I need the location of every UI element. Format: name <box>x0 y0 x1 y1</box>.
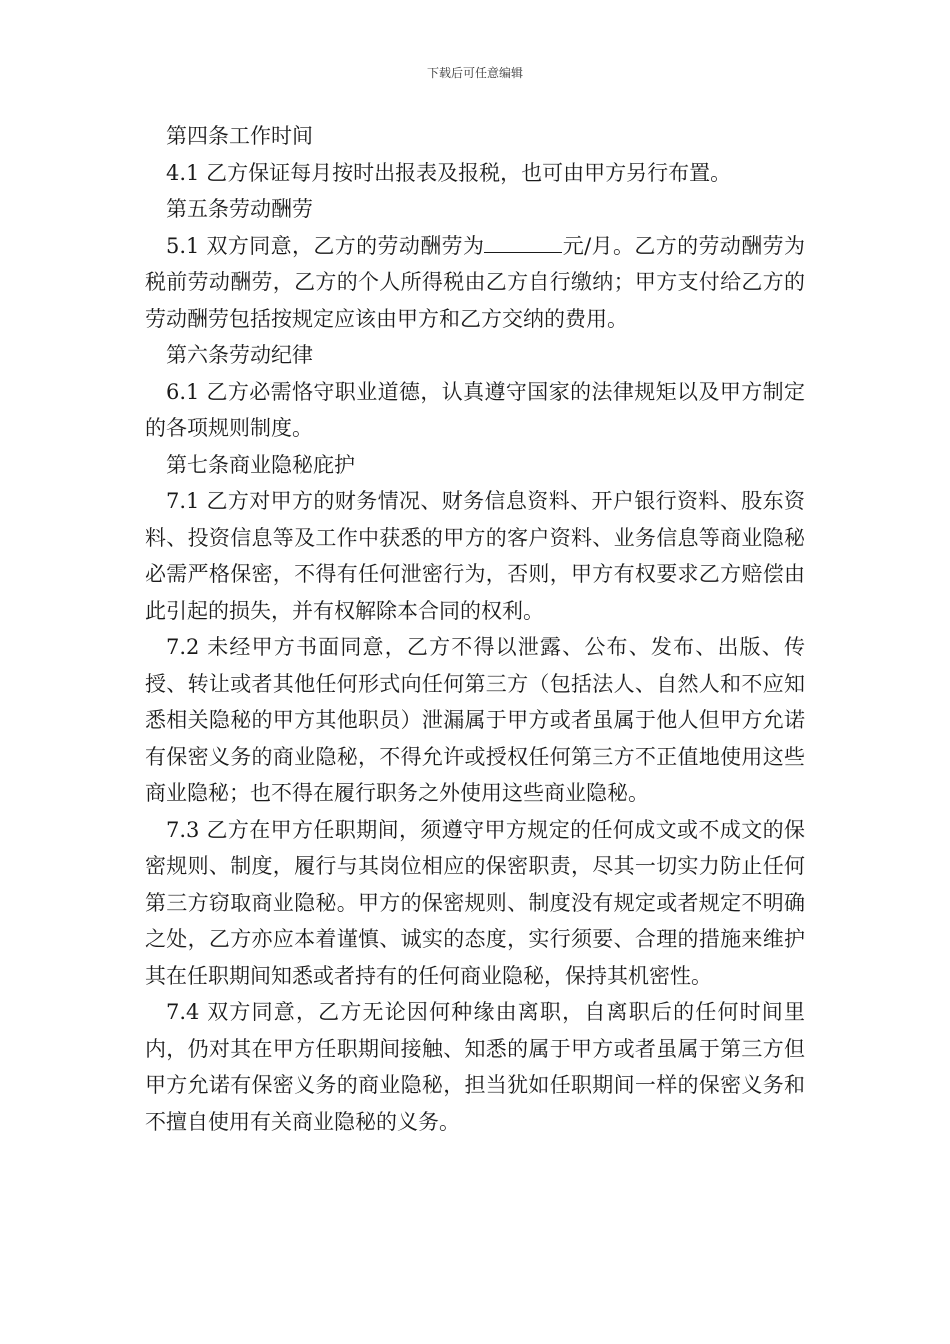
clause-5-1 <box>145 228 805 338</box>
clause-5-1-before: 5.1 双方同意，乙方的劳动酬劳为 <box>166 233 485 258</box>
clause-7-2: 7.2 未经甲方书面同意，乙方不得以泄露、公布、发布、出版、传授、转让或者其他任何形式向任何第三方（包括法人、自然人和不应知悉相关隐秘的甲方其他职员）泄漏属于甲方或者虽属于他人但甲方允诺有保密义务的商业隐秘，不得允许或授权任何第三方不正值地使用这些商业隐秘；也不得在履行职务之外使用这些商业隐秘。 <box>145 635 805 805</box>
page-header: 下载后可任意编辑 <box>426 66 523 80</box>
article-7-title: 第七条商业隐秘庇护 <box>166 452 355 477</box>
clause-7-4: 7.4 双方同意，乙方无论因何种缘由离职，自离职后的任何时间里内，仍对其在甲方任职期间接触、知悉的属于甲方或者虽属于第三方但甲方允诺有保密义务的商业隐秘，担当犹如任职期间一样的保密义务和不擅自使用有关商业隐秘的义务。 <box>145 1000 805 1134</box>
clause-5-1-after: 元/月。乙方的劳动酬劳为税前劳动酬劳，乙方的个人所得税由乙方自行缴纳；甲方支付给乙方的劳动酬劳包括按规定应该由甲方和乙方交纳的费用。 <box>145 233 805 331</box>
clause-6-1: 6.1 乙方必需恪守职业道德，认真遵守国家的法律规矩以及甲方制定的各项规则制度。 <box>145 379 805 440</box>
clause-7-1: 7.1 乙方对甲方的财务情况、财务信息资料、开户银行资料、股东资料、投资信息等及工作中获悉的甲方的客户资料、业务信息等商业隐秘必需严格保密，不得有任何泄密行为，否则，甲方有权要求乙方赔偿由此引起的损失，并有权解除本合同的权利。 <box>145 489 805 623</box>
article-5-title: 第五条劳动酬劳 <box>166 197 313 221</box>
document-body <box>145 118 805 1140</box>
article-6-title: 第六条劳动纪律 <box>166 343 313 367</box>
clause-7-3: 7.3 乙方在甲方任职期间，须遵守甲方规定的任何成文或不成文的保密规则、制度，履行与其岗位相应的保密职责，尽其一切实力防止任何第三方窃取商业隐秘。甲方的保密规则、制度没有规定或者规定不明确之处，乙方亦应本着谨慎、诚实的态度，实行须要、合理的措施来维护其在任职期间知悉或者持有的任何商业隐秘，保持其机密性。 <box>145 817 805 988</box>
article-4-title: 第四条工作时间 <box>166 124 313 148</box>
clause-4-1: 4.1 乙方保证每月按时出报表及报税，也可由甲方另行布置。 <box>166 160 732 185</box>
salary-blank-field[interactable] <box>484 232 562 253</box>
